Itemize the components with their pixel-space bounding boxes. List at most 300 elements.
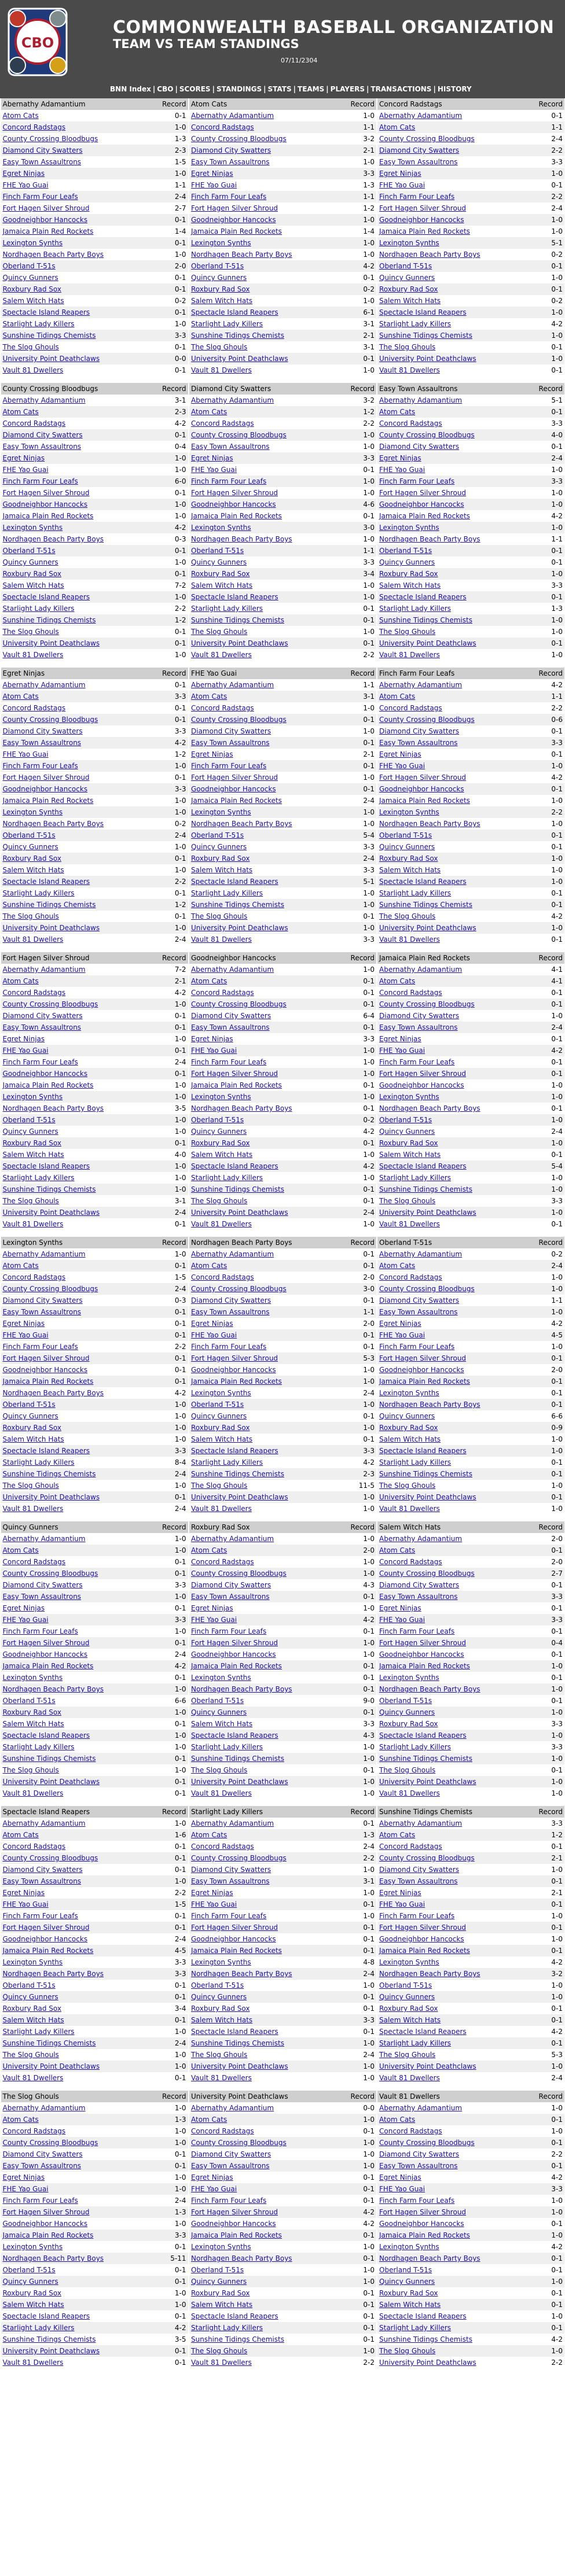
opponent-link[interactable]: Egret Ninjas [191,1889,233,1897]
opponent-link[interactable]: Fort Hagen Silver Shroud [191,489,278,497]
opponent-link[interactable]: Egret Ninjas [377,168,526,179]
opponent-link[interactable]: Abernathy Adamantium [2,1819,86,1827]
opponent-link[interactable]: Nordhagen Beach Party Boys [191,820,292,828]
opponent-link[interactable]: Lexington Synths [191,1389,251,1397]
opponent-link[interactable]: Spectacle Island Reapers [2,2312,90,2320]
opponent-link[interactable]: Diamond City Swatters [2,1866,83,1874]
opponent-link[interactable]: Sunshine Tidings Chemists [1,1468,149,1480]
opponent-link[interactable]: Quincy Gunners [191,558,247,566]
opponent-link[interactable]: Goodneighbor Hancocks [1,783,149,795]
opponent-link[interactable]: Lexington Synths [377,237,526,249]
opponent-link[interactable]: Nordhagen Beach Party Boys [189,1968,337,1980]
opponent-link[interactable]: University Point Deathclaws [1,2061,149,2072]
opponent-link[interactable]: Starlight Lady Killers [2,2028,75,2036]
opponent-link[interactable]: FHE Yao Guai [379,466,425,474]
opponent-link[interactable]: Nordhagen Beach Party Boys [2,535,104,543]
opponent-link[interactable]: Salem Witch Hats [189,2299,337,2310]
opponent-link[interactable]: The Slog Ghouls [379,1197,436,1205]
opponent-link[interactable]: Easy Town Assaultrons [379,158,458,166]
nav-link-standings[interactable]: STANDINGS [216,85,262,93]
opponent-link[interactable]: University Point Deathclaws [377,922,526,934]
opponent-link[interactable]: Concord Radstags [191,2127,254,2135]
opponent-link[interactable]: Goodneighbor Hancocks [1,214,149,226]
opponent-link[interactable]: University Point Deathclaws [1,1491,149,1503]
opponent-link[interactable]: Sunshine Tidings Chemists [189,1184,337,1195]
opponent-link[interactable]: University Point Deathclaws [189,922,337,934]
opponent-link[interactable]: Easy Town Assaultrons [189,1022,337,1033]
opponent-link[interactable]: Fort Hagen Silver Shroud [2,489,90,497]
opponent-link[interactable]: Goodneighbor Hancocks [2,1366,88,1374]
opponent-link[interactable]: Concord Radstags [191,1558,254,1566]
opponent-link[interactable]: University Point Deathclaws [189,1776,337,1788]
opponent-link[interactable]: Vault 81 Dwellers [191,2358,252,2367]
opponent-link[interactable]: Concord Radstags [2,1842,66,1851]
opponent-link[interactable]: Easy Town Assaultrons [377,737,526,749]
opponent-link[interactable]: University Point Deathclaws [189,1491,337,1503]
opponent-link[interactable]: The Slog Ghouls [377,2345,526,2357]
opponent-link[interactable]: The Slog Ghouls [189,2345,337,2357]
opponent-link[interactable]: County Crossing Bloodbugs [1,1852,149,1864]
opponent-link[interactable]: Abernathy Adamantium [379,681,463,689]
opponent-link[interactable]: Starlight Lady Killers [191,605,263,613]
opponent-link[interactable]: FHE Yao Guai [379,181,425,189]
opponent-link[interactable]: Jamaica Plain Red Rockets [2,1081,94,1089]
opponent-link[interactable]: Finch Farm Four Leafs [379,1912,455,1920]
opponent-link[interactable]: Finch Farm Four Leafs [2,1627,78,1635]
opponent-link[interactable]: County Crossing Bloodbugs [1,714,149,725]
opponent-link[interactable]: Finch Farm Four Leafs [189,191,337,202]
opponent-link[interactable]: Jamaica Plain Red Rockets [191,797,282,805]
opponent-link[interactable]: Jamaica Plain Red Rockets [189,1660,337,1672]
opponent-link[interactable]: FHE Yao Guai [1,1899,149,1910]
opponent-link[interactable]: FHE Yao Guai [1,1614,149,1626]
opponent-link[interactable]: Salem Witch Hats [379,1435,441,1443]
opponent-link[interactable]: Easy Town Assaultrons [191,443,270,451]
opponent-link[interactable]: Quincy Gunners [191,1127,247,1136]
opponent-link[interactable]: Spectacle Island Reapers [1,307,149,318]
opponent-link[interactable]: Jamaica Plain Red Rockets [1,2229,149,2241]
opponent-link[interactable]: Quincy Gunners [2,843,58,851]
opponent-link[interactable]: Finch Farm Four Leafs [191,1343,267,1351]
opponent-link[interactable]: Fort Hagen Silver Shroud [377,1068,526,1079]
opponent-link[interactable]: Quincy Gunners [379,843,435,851]
opponent-link[interactable]: Finch Farm Four Leafs [377,191,526,202]
opponent-link[interactable]: Jamaica Plain Red Rockets [2,227,94,235]
opponent-link[interactable]: Salem Witch Hats [2,866,64,874]
opponent-link[interactable]: Vault 81 Dwellers [379,1789,440,1797]
opponent-link[interactable]: Diamond City Swatters [377,145,526,156]
opponent-link[interactable]: University Point Deathclaws [1,637,149,649]
opponent-link[interactable]: Concord Radstags [191,419,254,428]
opponent-link[interactable]: Concord Radstags [2,419,66,428]
opponent-link[interactable]: Quincy Gunners [1,1991,149,2003]
opponent-link[interactable]: Vault 81 Dwellers [191,2074,252,2082]
opponent-link[interactable]: Spectacle Island Reapers [189,591,337,603]
opponent-link[interactable]: The Slog Ghouls [2,628,59,636]
opponent-link[interactable]: Quincy Gunners [379,1127,435,1136]
opponent-link[interactable]: County Crossing Bloodbugs [2,135,98,143]
opponent-link[interactable]: Starlight Lady Killers [191,1174,263,1182]
nav-link-teams[interactable]: TEAMS [298,85,325,93]
opponent-link[interactable]: Abernathy Adamantium [191,1535,274,1543]
opponent-link[interactable]: Nordhagen Beach Party Boys [379,535,480,543]
opponent-link[interactable]: County Crossing Bloodbugs [1,998,149,1010]
opponent-link[interactable]: Lexington Synths [1,1091,149,1103]
opponent-link[interactable]: Sunshine Tidings Chemists [1,1753,149,1764]
opponent-link[interactable]: Atom Cats [189,1260,337,1272]
opponent-link[interactable]: Goodneighbor Hancocks [189,214,337,226]
opponent-link[interactable]: Oberland T-51s [379,1697,432,1705]
opponent-link[interactable]: County Crossing Bloodbugs [189,714,337,725]
opponent-link[interactable]: Starlight Lady Killers [377,2037,526,2049]
opponent-link[interactable]: Jamaica Plain Red Rockets [191,227,282,235]
opponent-link[interactable]: Lexington Synths [2,1958,63,1966]
opponent-link[interactable]: Atom Cats [189,691,337,702]
opponent-link[interactable]: Sunshine Tidings Chemists [377,899,526,911]
opponent-link[interactable]: Roxbury Rad Sox [1,853,149,864]
opponent-link[interactable]: Oberland T-51s [2,2266,56,2274]
opponent-link[interactable]: Sunshine Tidings Chemists [379,2335,472,2343]
opponent-link[interactable]: Vault 81 Dwellers [191,1220,252,1228]
opponent-link[interactable]: FHE Yao Guai [189,1045,337,1056]
opponent-link[interactable]: Goodneighbor Hancocks [189,783,337,795]
opponent-link[interactable]: Easy Town Assaultrons [191,158,270,166]
opponent-link[interactable]: Roxbury Rad Sox [1,1137,149,1149]
opponent-link[interactable]: Oberland T-51s [1,545,149,557]
opponent-link[interactable]: Atom Cats [377,691,526,702]
opponent-link[interactable]: Concord Radstags [191,1273,254,1281]
opponent-link[interactable]: FHE Yao Guai [189,1614,337,1626]
opponent-link[interactable]: Fort Hagen Silver Shroud [2,773,90,782]
opponent-link[interactable]: Oberland T-51s [379,1981,432,1989]
opponent-link[interactable]: Starlight Lady Killers [379,320,452,328]
opponent-link[interactable]: Vault 81 Dwellers [2,2358,64,2367]
opponent-link[interactable]: Atom Cats [1,1829,149,1841]
opponent-link[interactable]: Salem Witch Hats [377,2014,526,2026]
opponent-link[interactable]: Sunshine Tidings Chemists [189,1468,337,1480]
opponent-link[interactable]: Nordhagen Beach Party Boys [2,1104,104,1112]
opponent-link[interactable]: Atom Cats [377,1545,526,1556]
opponent-link[interactable]: County Crossing Bloodbugs [377,429,526,441]
opponent-link[interactable]: Roxbury Rad Sox [377,283,526,295]
opponent-link[interactable]: Spectacle Island Reapers [191,2312,278,2320]
opponent-link[interactable]: Vault 81 Dwellers [379,1505,440,1513]
opponent-link[interactable]: Diamond City Swatters [2,1581,83,1589]
opponent-link[interactable]: Nordhagen Beach Party Boys [1,1683,149,1695]
opponent-link[interactable]: Oberland T-51s [189,830,337,841]
opponent-link[interactable]: Quincy Gunners [191,274,247,282]
opponent-link[interactable]: Roxbury Rad Sox [1,568,149,580]
opponent-link[interactable]: Lexington Synths [189,237,337,249]
opponent-link[interactable]: Roxbury Rad Sox [191,2289,250,2297]
opponent-link[interactable]: Starlight Lady Killers [379,1458,452,1466]
opponent-link[interactable]: Quincy Gunners [2,274,58,282]
opponent-link[interactable]: Goodneighbor Hancocks [2,1935,88,1943]
opponent-link[interactable]: Easy Town Assaultrons [1,1591,149,1602]
opponent-link[interactable]: FHE Yao Guai [1,1045,149,1056]
opponent-link[interactable]: Lexington Synths [1,237,149,249]
opponent-link[interactable]: Vault 81 Dwellers [2,2074,64,2082]
opponent-link[interactable]: Roxbury Rad Sox [377,853,526,864]
opponent-link[interactable]: Jamaica Plain Red Rockets [379,227,470,235]
opponent-link[interactable]: The Slog Ghouls [191,1766,248,1774]
opponent-link[interactable]: University Point Deathclaws [1,1207,149,1218]
opponent-link[interactable]: County Crossing Bloodbugs [1,2137,149,2148]
opponent-link[interactable]: Atom Cats [377,121,526,133]
opponent-link[interactable]: Quincy Gunners [191,843,247,851]
opponent-link[interactable]: University Point Deathclaws [377,1776,526,1788]
opponent-link[interactable]: Lexington Synths [377,1091,526,1103]
opponent-link[interactable]: Spectacle Island Reapers [379,2028,467,2036]
nav-link-stats[interactable]: STATS [267,85,292,93]
opponent-link[interactable]: County Crossing Bloodbugs [377,998,526,1010]
opponent-link[interactable]: Salem Witch Hats [379,581,441,589]
opponent-link[interactable]: Salem Witch Hats [1,2299,149,2310]
opponent-link[interactable]: Finch Farm Four Leafs [189,760,337,772]
opponent-link[interactable]: Nordhagen Beach Party Boys [189,1683,337,1695]
opponent-link[interactable]: Abernathy Adamantium [2,1535,86,1543]
opponent-link[interactable]: The Slog Ghouls [191,1482,248,1490]
opponent-link[interactable]: Abernathy Adamantium [379,2104,463,2112]
opponent-link[interactable]: Sunshine Tidings Chemists [377,1753,526,1764]
opponent-link[interactable]: Goodneighbor Hancocks [379,1081,464,1089]
opponent-link[interactable]: Atom Cats [1,975,149,987]
opponent-link[interactable]: Sunshine Tidings Chemists [189,614,337,626]
opponent-link[interactable]: Spectacle Island Reapers [1,1445,149,1457]
opponent-link[interactable]: Nordhagen Beach Party Boys [191,250,292,259]
opponent-link[interactable]: Sunshine Tidings Chemists [377,1468,526,1480]
opponent-link[interactable]: Lexington Synths [377,806,526,818]
opponent-link[interactable]: Starlight Lady Killers [2,320,75,328]
opponent-link[interactable]: Easy Town Assaultrons [2,158,82,166]
opponent-link[interactable]: The Slog Ghouls [2,2051,59,2059]
opponent-link[interactable]: Quincy Gunners [379,1412,435,1420]
opponent-link[interactable]: Starlight Lady Killers [191,1743,263,1751]
opponent-link[interactable]: Nordhagen Beach Party Boys [191,1104,292,1112]
opponent-link[interactable]: University Point Deathclaws [1,1776,149,1788]
opponent-link[interactable]: Sunshine Tidings Chemists [1,614,149,626]
opponent-link[interactable]: FHE Yao Guai [2,181,49,189]
opponent-link[interactable]: Finch Farm Four Leafs [191,2197,267,2205]
opponent-link[interactable]: Vault 81 Dwellers [2,1505,64,1513]
opponent-link[interactable]: The Slog Ghouls [379,628,436,636]
opponent-link[interactable]: Sunshine Tidings Chemists [2,2335,96,2343]
opponent-link[interactable]: Nordhagen Beach Party Boys [2,250,104,259]
opponent-link[interactable]: FHE Yao Guai [191,181,237,189]
opponent-link[interactable]: FHE Yao Guai [377,760,526,772]
opponent-link[interactable]: The Slog Ghouls [191,912,248,920]
opponent-link[interactable]: Quincy Gunners [377,1707,526,1718]
opponent-link[interactable]: Concord Radstags [379,704,442,712]
opponent-link[interactable]: Roxbury Rad Sox [379,2004,438,2013]
opponent-link[interactable]: Starlight Lady Killers [2,1743,75,1751]
opponent-link[interactable]: Egret Ninjas [189,452,337,464]
opponent-link[interactable]: Salem Witch Hats [191,1435,253,1443]
nav-link-transactions[interactable]: TRANSACTIONS [370,85,432,93]
opponent-link[interactable]: The Slog Ghouls [379,343,436,351]
opponent-link[interactable]: Egret Ninjas [379,1320,421,1328]
opponent-link[interactable]: Easy Town Assaultrons [189,737,337,749]
opponent-link[interactable]: Sunshine Tidings Chemists [1,2037,149,2049]
opponent-link[interactable]: Atom Cats [377,406,526,418]
opponent-link[interactable]: Finch Farm Four Leafs [191,1627,267,1635]
opponent-link[interactable]: Finch Farm Four Leafs [377,476,526,487]
opponent-link[interactable]: Vault 81 Dwellers [191,366,252,374]
opponent-link[interactable]: Fort Hagen Silver Shroud [379,489,467,497]
opponent-link[interactable]: Quincy Gunners [191,1412,247,1420]
opponent-link[interactable]: Vault 81 Dwellers [379,366,440,374]
opponent-link[interactable]: Oberland T-51s [2,1697,56,1705]
opponent-link[interactable]: University Point Deathclaws [189,2061,337,2072]
opponent-link[interactable]: County Crossing Bloodbugs [189,1283,337,1295]
opponent-link[interactable]: Concord Radstags [379,1558,442,1566]
opponent-link[interactable]: Lexington Synths [189,522,337,533]
opponent-link[interactable]: Salem Witch Hats [191,866,253,874]
opponent-link[interactable]: Goodneighbor Hancocks [191,1935,276,1943]
opponent-link[interactable]: Nordhagen Beach Party Boys [2,820,104,828]
opponent-link[interactable]: Sunshine Tidings Chemists [377,330,526,341]
opponent-link[interactable]: Goodneighbor Hancocks [377,214,526,226]
opponent-link[interactable]: University Point Deathclaws [377,1491,526,1503]
opponent-link[interactable]: University Point Deathclaws [1,922,149,934]
opponent-link[interactable]: Easy Town Assaultrons [1,2160,149,2172]
opponent-link[interactable]: Easy Town Assaultrons [189,1306,337,1318]
opponent-link[interactable]: Finch Farm Four Leafs [379,1343,455,1351]
opponent-link[interactable]: Egret Ninjas [189,168,337,179]
opponent-link[interactable]: Nordhagen Beach Party Boys [191,535,292,543]
opponent-link[interactable]: Sunshine Tidings Chemists [1,1184,149,1195]
opponent-link[interactable]: Atom Cats [1,406,149,418]
opponent-link[interactable]: Sunshine Tidings Chemists [189,1753,337,1764]
opponent-link[interactable]: Lexington Synths [2,2243,63,2251]
opponent-link[interactable]: Finch Farm Four Leafs [1,476,149,487]
opponent-link[interactable]: Concord Radstags [191,989,254,997]
opponent-link[interactable]: Jamaica Plain Red Rockets [1,1660,149,1672]
opponent-link[interactable]: Abernathy Adamantium [379,1819,463,1827]
opponent-link[interactable]: Oberland T-51s [377,1114,526,1126]
opponent-link[interactable]: Quincy Gunners [379,274,435,282]
opponent-link[interactable]: Easy Town Assaultrons [1,1022,149,1033]
opponent-link[interactable]: Quincy Gunners [377,1991,526,2003]
opponent-link[interactable]: Finch Farm Four Leafs [2,1912,78,1920]
opponent-link[interactable]: Diamond City Swatters [191,1581,272,1589]
opponent-link[interactable]: Nordhagen Beach Party Boys [1,1968,149,1980]
opponent-link[interactable]: Diamond City Swatters [189,145,337,156]
opponent-link[interactable]: Spectacle Island Reapers [377,1445,526,1457]
opponent-link[interactable]: University Point Deathclaws [377,2061,526,2072]
opponent-link[interactable]: Atom Cats [1,691,149,702]
opponent-link[interactable]: Egret Ninjas [2,2173,45,2181]
opponent-link[interactable]: Lexington Synths [379,1958,439,1966]
opponent-link[interactable]: Abernathy Adamantium [379,396,463,404]
opponent-link[interactable]: Fort Hagen Silver Shroud [189,1353,337,1364]
opponent-link[interactable]: Diamond City Swatters [191,1012,272,1020]
opponent-link[interactable]: Abernathy Adamantium [2,965,86,974]
opponent-link[interactable]: Quincy Gunners [377,2276,526,2287]
opponent-link[interactable]: Oberland T-51s [377,545,526,557]
nav-link-bnn-index[interactable]: BNN Index [110,85,151,93]
opponent-link[interactable]: Egret Ninjas [379,1604,421,1612]
opponent-link[interactable]: Atom Cats [189,406,337,418]
opponent-link[interactable]: FHE Yao Guai [1,1329,149,1341]
opponent-link[interactable]: Salem Witch Hats [191,297,253,305]
opponent-link[interactable]: University Point Deathclaws [377,353,526,364]
opponent-link[interactable]: Diamond City Swatters [191,2150,272,2158]
opponent-link[interactable]: Easy Town Assaultrons [377,1875,526,1887]
opponent-link[interactable]: Concord Radstags [379,989,442,997]
opponent-link[interactable]: Spectacle Island Reapers [191,2028,278,2036]
opponent-link[interactable]: Lexington Synths [1,806,149,818]
opponent-link[interactable]: Concord Radstags [379,1842,442,1851]
opponent-link[interactable]: Jamaica Plain Red Rockets [1,1376,149,1387]
opponent-link[interactable]: Salem Witch Hats [379,1151,441,1159]
opponent-link[interactable]: Concord Radstags [2,704,66,712]
opponent-link[interactable]: Abernathy Adamantium [191,2104,274,2112]
opponent-link[interactable]: Goodneighbor Hancocks [1,1068,149,1079]
opponent-link[interactable]: Oberland T-51s [1,1399,149,1410]
opponent-link[interactable]: Easy Town Assaultrons [377,1022,526,1033]
opponent-link[interactable]: Sunshine Tidings Chemists [189,330,337,341]
opponent-link[interactable]: Lexington Synths [189,1091,337,1103]
opponent-link[interactable]: County Crossing Bloodbugs [377,714,526,725]
nav-link-players[interactable]: PLAYERS [330,85,365,93]
opponent-link[interactable]: Nordhagen Beach Party Boys [377,1399,526,1410]
opponent-link[interactable]: FHE Yao Guai [189,1899,337,1910]
opponent-link[interactable]: Vault 81 Dwellers [191,935,252,944]
opponent-link[interactable]: FHE Yao Guai [189,2183,337,2195]
opponent-link[interactable]: Diamond City Swatters [2,727,83,735]
opponent-link[interactable]: County Crossing Bloodbugs [377,1283,526,1295]
opponent-link[interactable]: Egret Ninjas [1,452,149,464]
opponent-link[interactable]: Diamond City Swatters [1,429,149,441]
opponent-link[interactable]: Diamond City Swatters [379,2150,460,2158]
opponent-link[interactable]: Spectacle Island Reapers [1,1160,149,1172]
opponent-link[interactable]: Oberland T-51s [1,260,149,272]
opponent-link[interactable]: Sunshine Tidings Chemists [189,2037,337,2049]
opponent-link[interactable]: The Slog Ghouls [2,912,59,920]
opponent-link[interactable]: Starlight Lady Killers [191,1458,263,1466]
opponent-link[interactable]: Roxbury Rad Sox [191,2004,250,2013]
opponent-link[interactable]: Egret Ninjas [379,1889,421,1897]
opponent-link[interactable]: Finch Farm Four Leafs [189,476,337,487]
opponent-link[interactable]: Egret Ninjas [191,1320,233,1328]
opponent-link[interactable]: County Crossing Bloodbugs [189,998,337,1010]
opponent-link[interactable]: Oberland T-51s [191,1981,244,1989]
nav-link-history[interactable]: HISTORY [437,85,472,93]
nav-link-cbo[interactable]: CBO [157,85,174,93]
opponent-link[interactable]: Jamaica Plain Red Rockets [377,1660,526,1672]
opponent-link[interactable]: Goodneighbor Hancocks [379,2220,464,2228]
opponent-link[interactable]: Oberland T-51s [377,830,526,841]
opponent-link[interactable]: Easy Town Assaultrons [1,1306,149,1318]
opponent-link[interactable]: Spectacle Island Reapers [377,1160,526,1172]
opponent-link[interactable]: Egret Ninjas [191,1604,233,1612]
opponent-link[interactable]: Jamaica Plain Red Rockets [1,1945,149,1956]
opponent-link[interactable]: The Slog Ghouls [379,912,436,920]
opponent-link[interactable]: Roxbury Rad Sox [379,1720,438,1728]
opponent-link[interactable]: The Slog Ghouls [191,1197,248,1205]
opponent-link[interactable]: Finch Farm Four Leafs [1,191,149,202]
opponent-link[interactable]: Roxbury Rad Sox [189,283,337,295]
opponent-link[interactable]: Finch Farm Four Leafs [379,1627,455,1635]
opponent-link[interactable]: Fort Hagen Silver Shroud [189,1068,337,1079]
opponent-link[interactable]: Fort Hagen Silver Shroud [191,773,278,782]
opponent-link[interactable]: Nordhagen Beach Party Boys [379,1104,480,1112]
opponent-link[interactable]: Starlight Lady Killers [379,1174,452,1182]
opponent-link[interactable]: Fort Hagen Silver Shroud [379,204,467,212]
opponent-link[interactable]: Vault 81 Dwellers [379,651,440,659]
opponent-link[interactable]: Goodneighbor Hancocks [377,783,526,795]
